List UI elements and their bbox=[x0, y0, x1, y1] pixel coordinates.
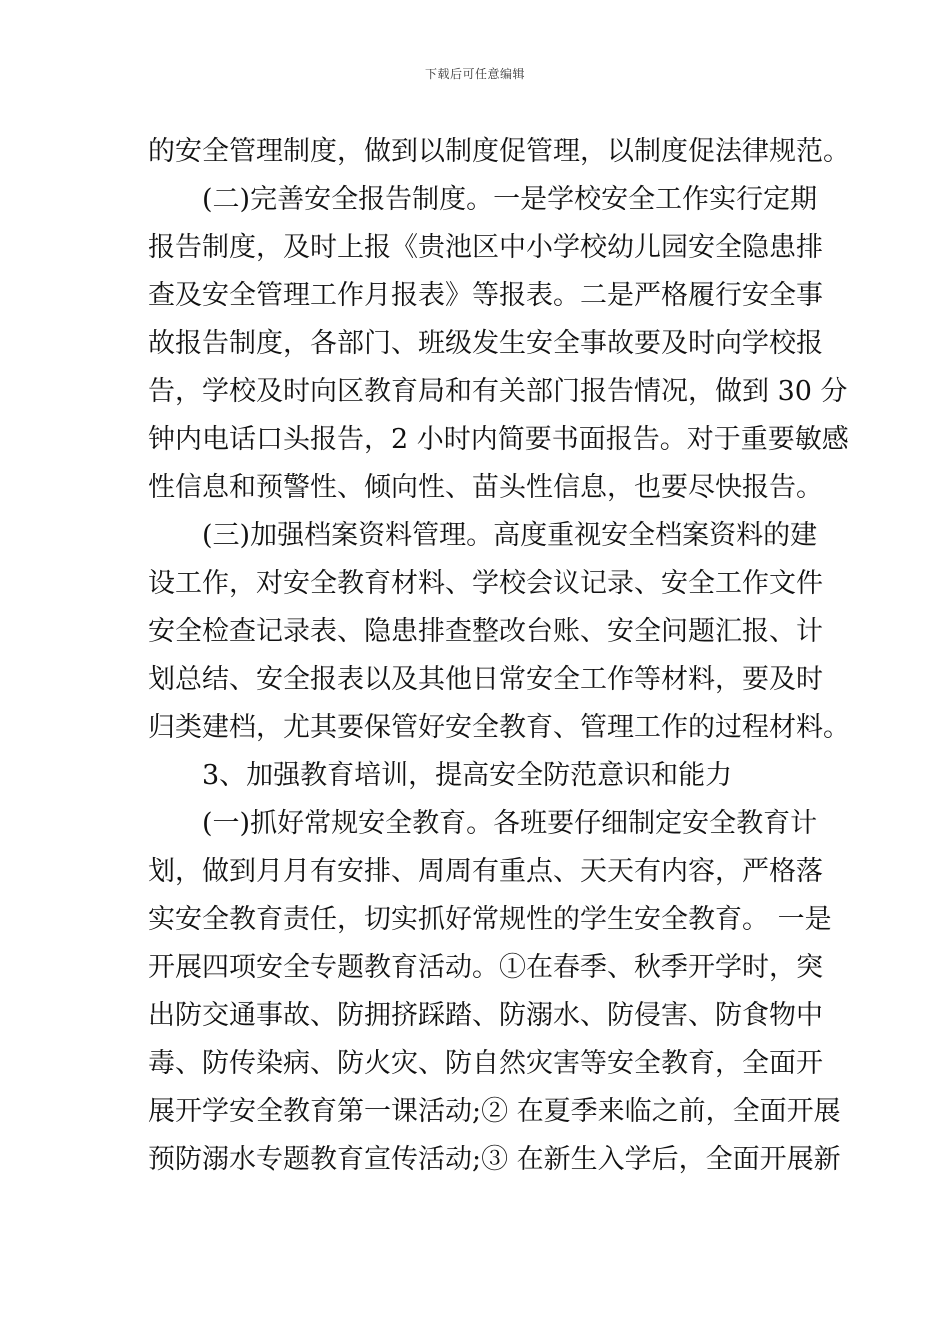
text-line: 出防交通事故、防拥挤踩踏、防溺水、防侵害、防食物中 bbox=[148, 1000, 823, 1031]
text-line: 安全检查记录表、隐患排查整改台账、安全问题汇报、计 bbox=[148, 616, 823, 647]
text-line: 展开学安全教育第一课活动;② 在夏季来临之前，全面开展 bbox=[148, 1096, 841, 1127]
text-line: 毒、防传染病、防火灾、防自然灾害等安全教育，全面开 bbox=[148, 1048, 823, 1079]
text-line: 报告制度，及时上报《贵池区中小学校幼儿园安全隐患排 bbox=[148, 232, 823, 263]
text-line: 划总结、安全报表以及其他日常安全工作等材料，要及时 bbox=[148, 664, 823, 695]
text-line: 预防溺水专题教育宣传活动;③ 在新生入学后，全面开展新 bbox=[148, 1144, 841, 1175]
text-line: 的安全管理制度，做到以制度促管理，以制度促法律规范。 bbox=[148, 136, 850, 167]
document-body bbox=[148, 128, 850, 1184]
text-line: (一)抓好常规安全教育。各班要仔细制定安全教育计 bbox=[202, 808, 818, 839]
text-line: 设工作，对安全教育材料、学校会议记录、安全工作文件 bbox=[148, 568, 823, 599]
page-header-note: 下载后可任意编辑 bbox=[424, 67, 525, 81]
text-line: (二)完善安全报告制度。一是学校安全工作实行定期 bbox=[202, 184, 818, 215]
text-line: 开展四项安全专题教育活动。①在春季、秋季开学时，突 bbox=[148, 952, 823, 983]
text-line: 查及安全管理工作月报表》等报表。二是严格履行安全事 bbox=[148, 280, 823, 311]
section-heading: 3、加强教育培训，提高安全防范意识和能力 bbox=[202, 760, 733, 791]
text-line: 实安全教育责任，切实抓好常规性的学生安全教育。 一是 bbox=[148, 904, 832, 935]
text-line: 钟内电话口头报告，2 小时内简要书面报告。对于重要敏感 bbox=[148, 424, 849, 455]
text-line: 归类建档，尤其要保管好安全教育、管理工作的过程材料。 bbox=[148, 712, 850, 743]
text-line: (三)加强档案资料管理。高度重视安全档案资料的建 bbox=[202, 520, 818, 551]
text-line: 故报告制度，各部门、班级发生安全事故要及时向学校报 bbox=[148, 328, 823, 359]
text-line: 性信息和预警性、倾向性、苗头性信息，也要尽快报告。 bbox=[148, 472, 823, 503]
text-line: 告，学校及时向区教育局和有关部门报告情况，做到 30 分 bbox=[148, 376, 848, 407]
text-line: 划，做到月月有安排、周周有重点、天天有内容，严格落 bbox=[148, 856, 823, 887]
